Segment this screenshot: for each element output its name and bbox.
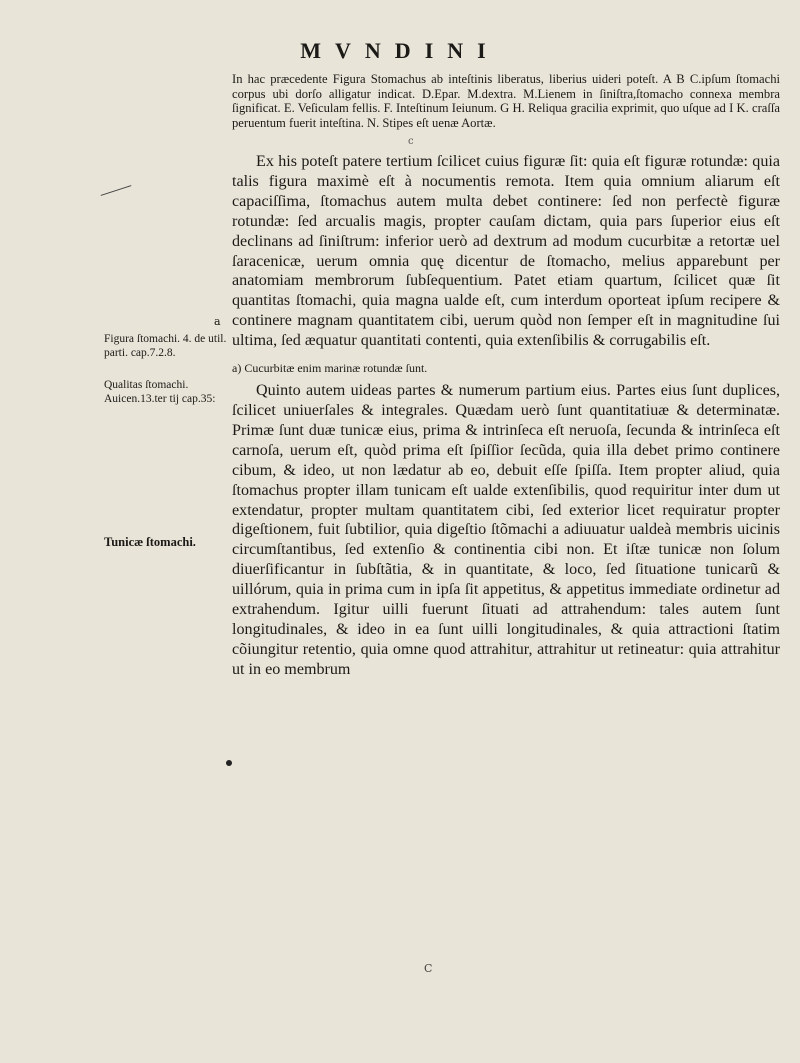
main-text (232, 152, 780, 680)
footnote: a) Cucurbitæ enim marinæ rotundæ ſunt. (232, 361, 428, 376)
paragraph-1: Ex his poteſt patere tertium ſcilicet cuius figuræ ſit: quia eſt figuræ rotundæ: quia talis figura maximè eſt à nocumentis remota. Item quia omnium aliarum eſt capaciſſima, ſtomachus autem multa debet continere: ſed non perfectè figuræ rotundæ: ſed arcualis magis, propter cauſam dictam, quia pars ſuperior eius eſt declinans ad ſiniſtrum: inferior uerò ad dextrum ad modum cucurbitæ a retortæ uel ſaracenicæ, uerum omnia quę dicentur de ſtomacho, melius apparebunt per anatomiam membrorum ſubſequentium. Patet etiam quartum, ſcilicet quæ ſit quantitas ſtomachi, quia magna ualde eſt, cum interdum oporteat ipſum recipere & continere magnam quantitatem cibi, uerum quòd non ſemper eſt in magnitudine ſui ultima, ſed æquatur quantitati contenti, quia extenſibilis & corrugabilis eſt. (232, 153, 780, 350)
margin-stroke (101, 185, 132, 196)
figure-caption-text: In hac præcedente Figura Stomachus ab inteſtinis liberatus, liberius uideri poteſt. A B C.ipſum ſtomachi corpus ubi dorſo alligatur indicat. D.Epar. M.dextra. M.Lienem in ſiniſtra,ſtomacho connexa membra ſignificat. E. Veſiculam fellis. F. Inteſtinum Ieiunum. G H. Reliqua gracilia exprimit, quo uſque ad I K. craſſa peruentum fuerit inteſtina. N. Stipes eſt uenæ Aortæ. (232, 72, 780, 130)
margin-note-figure: Figura ſtomachi. 4. de util. parti. cap.7.2.8. (104, 333, 227, 359)
running-title: MVNDINI (300, 38, 500, 63)
figure-caption (232, 72, 780, 130)
margin-note-tunics: Tunicæ ſtomachi. (104, 535, 196, 549)
paragraph-2: Quinto autem uideas partes & numerum partium eius. Partes eius ſunt duplices, ſcilicet uniuerſales & integrales. Quædam uerò ſunt quantitatiuæ & determinatæ. Primæ ſunt duæ tunicæ eius, prima & intrinſeca eſt neruoſa, ſecunda & intrinſeca eſt carnoſa, uerum eſt, quòd prima eſt ſpiſſior ſecũda, quia illa debet primo continere cibum, & ideo, ut non lædatur ab eo, debuit eſſe ſpiſſa. Item propter aliud, quia ſtomachus propter illam tunicam eſt ualde extenſibilis, quod requiritur inter dum ut extendatur, propter multam quantitatem cibi, ſed exterior licet requiratur propter digeſtionem, fuit ſubtilior, quia digeſtio ſtõmachi a adiuuatur ualdeà membris uicinis circumſtantibus, ſed extenſio & continentia cibi non. Et iſtæ tunicæ non ſolum diuerſificantur in ſubſtãtia, & in quantitate, & loco, ſed ſituatione tunicarũ & uillórum, quia in prima cum in ipſa ſit appetitus, & appetitus immediate ordinetur ad extrahendum. Igitur uilli fuerunt ſituati ad attrahendum: tales autem ſunt longitudinales, & ideo in ea ſunt uilli longitudinales, & quia attractioni ſtatim cõiungitur retentio, quia omne quod attrahitur, attrahitur ut retineatur: quia attrahitur ut in eo membrum (232, 382, 780, 678)
margin-note-quality: Qualitas ſtomachi. Auicen.13.ter tij cap.35: (104, 379, 216, 405)
signature-mark: C (424, 962, 433, 975)
small-mark: c (408, 136, 414, 147)
ink-dot (226, 760, 232, 766)
note-mark-a: a (214, 315, 221, 328)
